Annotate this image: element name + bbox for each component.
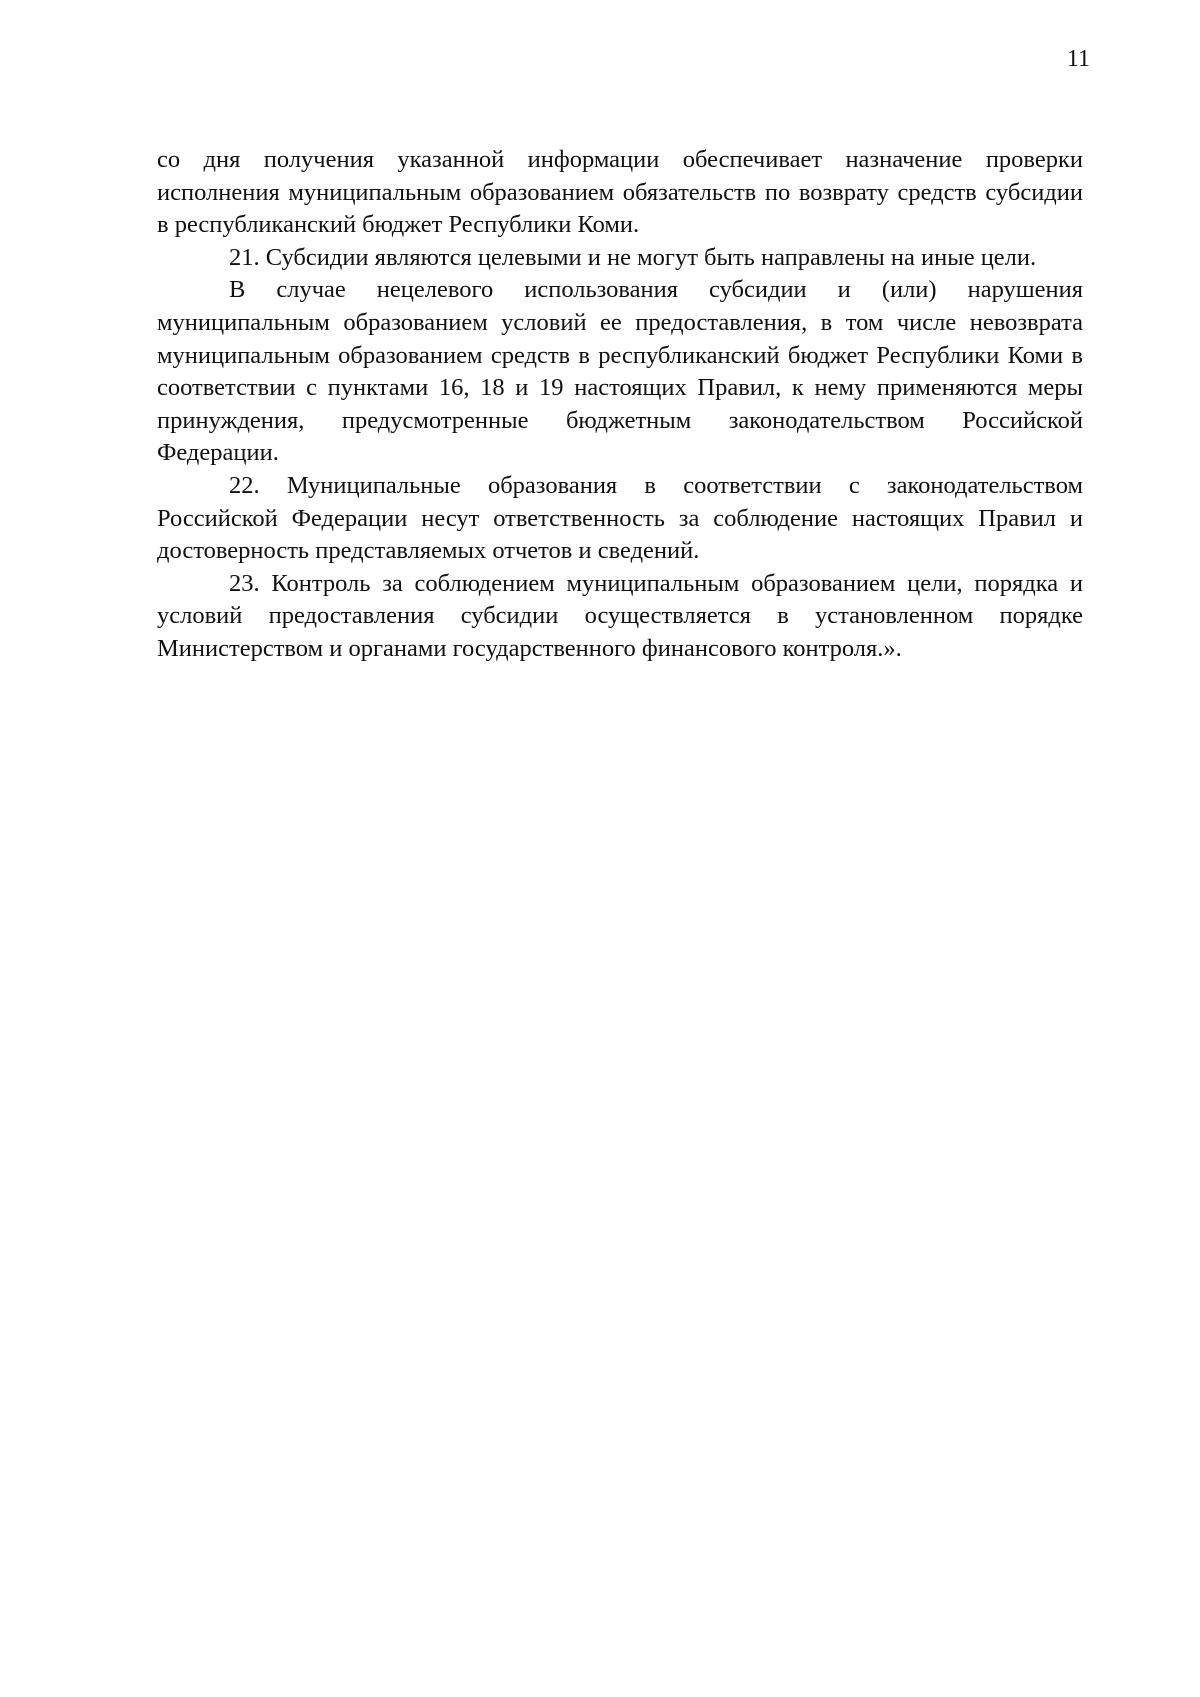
page-number: 11 [1066,46,1090,72]
paragraph-clause-23: 23. Контроль за соблюдением муниципальным образованием цели, порядка и условий предоставления субсидии осуществляется в установленном порядке Министерством и органами государственного финансового контроля.». [157,569,1083,662]
paragraph-continuation: со дня получения указанной информации обеспечивает назначение проверки исполнения муниципальным образованием обязательств по возврату средств субсидии в республиканский бюджет Республики Коми. [157,146,1083,239]
paragraph-clause-21: 21. Субсидии являются целевыми и не могут быть направлены на иные цели. [229,243,1037,271]
document-body [157,144,1083,666]
paragraph-misuse-measures: В случае нецелевого использования субсидии и (или) нарушения муниципальным образованием условий ее предоставления, в том числе невозврата муниципальным образованием средств в республиканский бюджет Республики Коми в соответствии с пунктами 16, 18 и 19 настоящих Правил, к нему применяются меры принуждения, предусмотренные бюджетным законодательством Российской Федерации. [157,276,1083,467]
paragraph-clause-22: 22. Муниципальные образования в соответствии с законодательством Российской Федерации несут ответственность за соблюдение настоящих Правил и достоверность представляемых отчетов и сведений. [157,471,1083,565]
